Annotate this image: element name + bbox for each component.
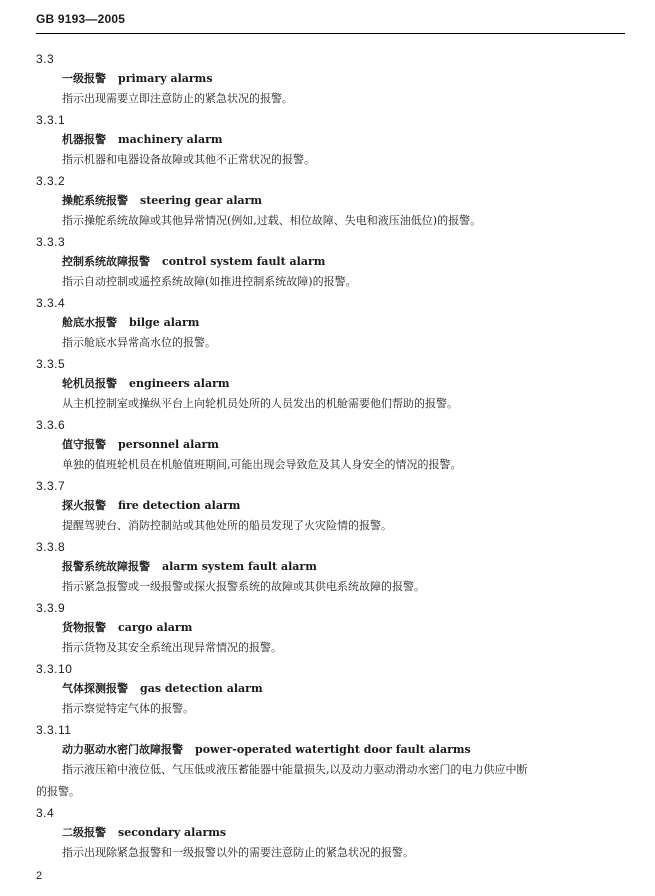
term-english: gas detection alarm <box>140 682 263 695</box>
clause-number: 3.3.1 <box>36 113 66 127</box>
term-english: fire detection alarm <box>118 499 241 512</box>
term-heading <box>36 252 626 272</box>
term-english: engineers alarm <box>129 377 230 390</box>
term-heading <box>36 435 626 455</box>
term-heading <box>36 191 626 211</box>
term-chinese: 控制系统故障报警 <box>62 255 150 268</box>
clause-block <box>36 599 626 660</box>
term-english: bilge alarm <box>129 316 200 329</box>
term-definition: 指示出现除紧急报警和一级报警以外的需要注意防止的紧急状况的报警。 <box>62 846 414 859</box>
term-heading <box>36 679 626 699</box>
term-definition: 指示出现需要立即注意防止的紧急状况的报警。 <box>62 92 293 105</box>
clause-number: 3.3.7 <box>36 479 66 493</box>
term-chinese: 机器报警 <box>62 133 106 146</box>
term-definition: 指示自动控制或遥控系统故障(如推进控制系统故障)的报警。 <box>62 275 357 288</box>
term-heading <box>36 374 626 394</box>
clause-number: 3.3.11 <box>36 723 72 737</box>
term-definition: 指示货物及其安全系统出现异常情况的报警。 <box>62 641 282 654</box>
term-definition: 从主机控制室或操纵平台上向轮机员处所的人员发出的机舱需要他们帮助的报警。 <box>62 397 458 410</box>
term-chinese: 二级报警 <box>62 826 106 839</box>
term-heading <box>36 69 626 89</box>
term-chinese: 气体探测报警 <box>62 682 128 695</box>
term-heading <box>36 313 626 333</box>
clause-block <box>36 477 626 538</box>
clause-number: 3.3.10 <box>36 662 73 676</box>
clause-number: 3.3.3 <box>36 235 66 249</box>
term-definition: 指示紧急报警或一级报警或探火报警系统的故障或其供电系统故障的报警。 <box>62 580 425 593</box>
clause-block <box>36 538 626 599</box>
term-english: steering gear alarm <box>140 194 263 207</box>
term-english: personnel alarm <box>118 438 219 451</box>
term-heading <box>36 130 626 150</box>
term-definition-continuation: 的报警。 <box>36 785 80 798</box>
term-heading <box>36 740 626 760</box>
clause-number: 3.3.5 <box>36 357 66 371</box>
term-definition: 提醒驾驶台、消防控制站或其他处所的船员发现了火灾险情的报警。 <box>62 519 392 532</box>
clause-number: 3.3.6 <box>36 418 66 432</box>
term-heading <box>36 496 626 516</box>
term-english: control system fault alarm <box>162 255 326 268</box>
term-heading <box>36 618 626 638</box>
clause-number: 3.3.8 <box>36 540 66 554</box>
clause-list <box>36 50 626 865</box>
clause-number: 3.3 <box>36 52 55 66</box>
term-definition: 指示液压箱中液位低、气压低或液压蓄能器中能量损失,以及动力驱动滑动水密门的电力供应中断 <box>62 763 528 776</box>
clause-number: 3.4 <box>36 806 55 820</box>
term-english: cargo alarm <box>118 621 193 634</box>
term-chinese: 一级报警 <box>62 72 106 85</box>
header-rule <box>36 33 625 34</box>
clause-block <box>36 804 626 865</box>
term-chinese: 舱底水报警 <box>62 316 117 329</box>
clause-block <box>36 660 626 721</box>
clause-number: 3.3.9 <box>36 601 66 615</box>
clause-block <box>36 50 626 111</box>
clause-block <box>36 721 626 804</box>
term-english: alarm system fault alarm <box>162 560 317 573</box>
page-number: 2 <box>36 870 43 882</box>
clause-block <box>36 111 626 172</box>
term-english: secondary alarms <box>118 826 227 839</box>
standard-code-header: GB 9193—2005 <box>36 12 126 26</box>
term-english: power-operated watertight door fault alarms <box>195 743 471 756</box>
clause-block <box>36 233 626 294</box>
term-heading <box>36 557 626 577</box>
term-chinese: 动力驱动水密门故障报警 <box>62 743 183 756</box>
term-english: primary alarms <box>118 72 213 85</box>
term-definition: 单独的值班轮机员在机舱值班期间,可能出现会导致危及其人身安全的情况的报警。 <box>62 458 462 471</box>
term-definition: 指示舱底水异常高水位的报警。 <box>62 336 216 349</box>
term-chinese: 货物报警 <box>62 621 106 634</box>
clause-block <box>36 416 626 477</box>
clause-number: 3.3.4 <box>36 296 66 310</box>
term-definition: 指示察觉特定气体的报警。 <box>62 702 194 715</box>
term-chinese: 操舵系统报警 <box>62 194 128 207</box>
term-definition: 指示操舵系统故障或其他异常情况(例如,过载、相位故障、失电和液压油低位)的报警。 <box>62 214 482 227</box>
clause-block <box>36 172 626 233</box>
term-chinese: 探火报警 <box>62 499 106 512</box>
clause-number: 3.3.2 <box>36 174 66 188</box>
term-english: machinery alarm <box>118 133 223 146</box>
clause-block <box>36 294 626 355</box>
clause-block <box>36 355 626 416</box>
term-chinese: 报警系统故障报警 <box>62 560 150 573</box>
term-definition: 指示机器和电器设备故障或其他不正常状况的报警。 <box>62 153 315 166</box>
term-heading <box>36 823 626 843</box>
term-chinese: 值守报警 <box>62 438 106 451</box>
term-chinese: 轮机员报警 <box>62 377 117 390</box>
